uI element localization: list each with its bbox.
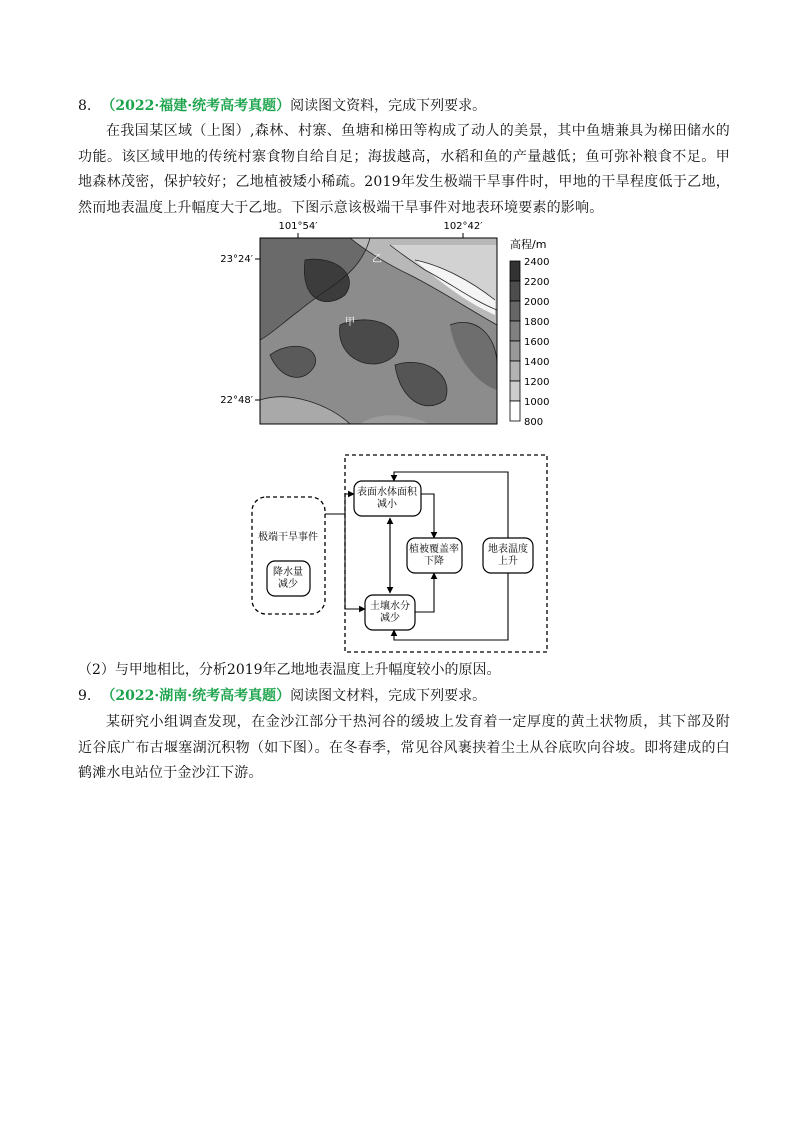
question-8-header <box>78 94 730 118</box>
legend-tick-label: 1000 <box>524 397 550 408</box>
elevation-legend <box>510 261 520 421</box>
question-instruction: 阅读图文材料，完成下列要求。 <box>290 688 487 704</box>
legend-tick-label: 1200 <box>524 377 550 388</box>
label-jia: 甲 <box>345 317 355 328</box>
legend-swatch <box>510 401 520 421</box>
node-soil-water <box>365 595 415 630</box>
legend-title: 高程/m <box>510 238 547 251</box>
legend-swatch <box>510 341 520 361</box>
question-number: 8. <box>78 98 92 114</box>
node-surface-temp <box>483 538 533 573</box>
question-9-header <box>78 684 486 708</box>
legend-swatch <box>510 361 520 381</box>
arrow-soil-to-veg <box>415 573 434 612</box>
lon-label-left: 101°54′ <box>278 221 318 232</box>
legend-swatch <box>510 281 520 301</box>
node-surface-water <box>354 481 421 516</box>
svg-text:降水量减少: 降水量减少 <box>273 567 303 590</box>
legend-tick-label: 2400 <box>524 257 550 268</box>
node-precip <box>267 561 310 596</box>
label-yi: 乙 <box>372 254 382 265</box>
svg-text:表面水体面积减小: 表面水体面积减小 <box>357 487 417 510</box>
question-source: （2022·湖南·统考高考真题） <box>101 688 291 704</box>
question-9-paragraph: 某研究小组调查发现，在金沙江部分干热河谷的缓坡上发育着一定厚度的黄土状物质，其下部及附近谷底广布古堰塞湖沉积物（如下图）。在冬春季，常见谷风裹挟着尘土从谷底吹向谷坡。即将建成的白鹤滩水电站位于金沙江下游。 <box>78 714 730 781</box>
arrow-event-to-surface <box>325 494 354 514</box>
svg-text:植被覆盖率下降: 植被覆盖率下降 <box>409 544 459 567</box>
legend-swatch <box>510 261 520 281</box>
legend-tick-label: 1600 <box>524 337 550 348</box>
question-8-sub-2: （2）与甲地相比，分析2019年乙地地表温度上升幅度较小的原因。 <box>78 662 501 678</box>
legend-swatch <box>510 321 520 341</box>
arrow-event-to-soil <box>345 514 365 609</box>
arrow-surface-to-veg <box>421 494 434 538</box>
event-group-label: 极端干旱事件 <box>258 532 318 543</box>
lat-label-top: 23°24′ <box>220 254 253 265</box>
svg-text:地表温度上升: 地表温度上升 <box>488 544 528 567</box>
question-instruction: 阅读图文资料，完成下列要求。 <box>290 98 487 114</box>
map-terrain <box>260 238 497 424</box>
question-number: 9. <box>78 688 92 704</box>
legend-tick-label: 1400 <box>524 357 550 368</box>
node-vegetation <box>407 538 462 573</box>
lon-label-right: 102°42′ <box>443 221 483 232</box>
legend-tick-label: 800 <box>524 417 544 428</box>
question-source: （2022·福建·统考高考真题） <box>101 98 291 114</box>
elevation-map <box>210 215 570 430</box>
lat-label-bottom: 22°48′ <box>220 395 253 406</box>
legend-tick-label: 2000 <box>524 297 550 308</box>
drought-flow-diagram <box>250 452 550 656</box>
elevation-legend-ticks <box>524 257 549 428</box>
legend-swatch <box>510 301 520 321</box>
question-8-paragraph: 在我国某区域（上图）,森林、村寨、鱼塘和梯田等构成了动人的美景，其中鱼塘兼具为梯田储水的功能。该区域甲地的传统村寨食物自给自足；海拔越高，水稻和鱼的产量越低；鱼可弥补粮食不足。甲地森林茂密，保护较好；乙地植被矮小稀疏。2019年发生极端干旱事件时，甲地的干旱程度低于乙地，然而地表温度上升幅度大于乙地。下图示意该极端干旱事件对地表环境要素的影响。 <box>78 123 730 216</box>
legend-tick-label: 2200 <box>524 277 550 288</box>
svg-text:土壤水分减少: 土壤水分减少 <box>370 601 410 624</box>
legend-tick-label: 1800 <box>524 317 550 328</box>
legend-swatch <box>510 381 520 401</box>
